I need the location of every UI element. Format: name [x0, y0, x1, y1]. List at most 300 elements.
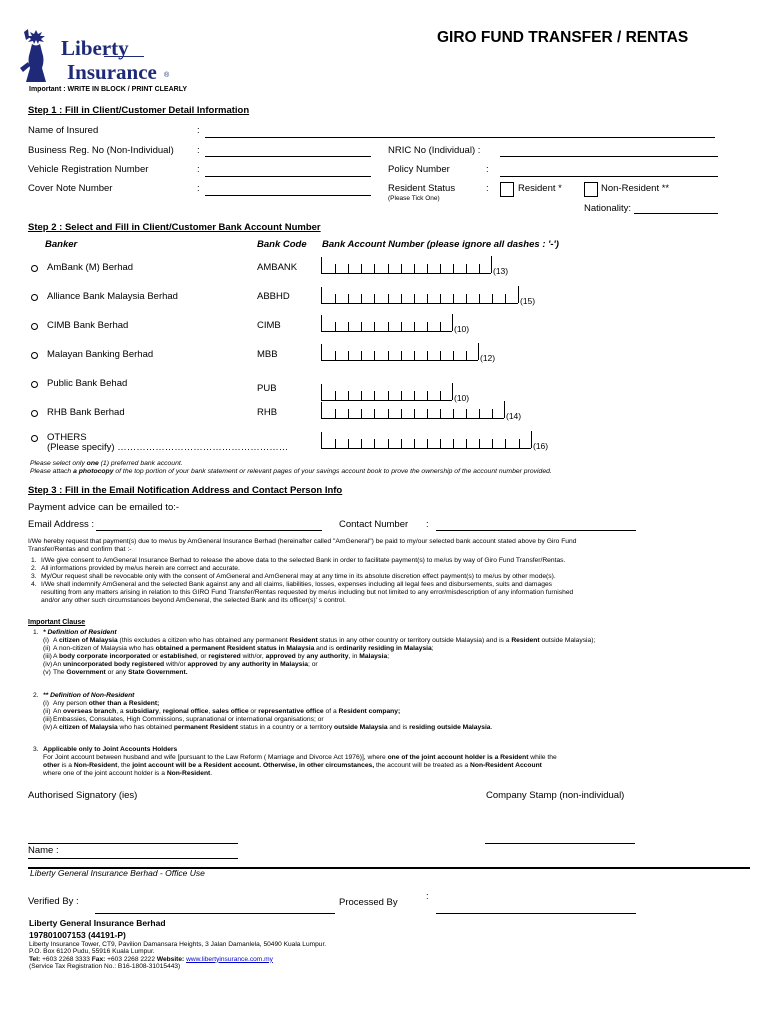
- clause-text: or any: [105, 669, 129, 676]
- clause-text: with/or: [164, 661, 188, 668]
- clause-line: [33, 645, 595, 653]
- clause-title: [33, 629, 595, 637]
- clause-text: registered: [208, 653, 241, 660]
- roman-numeral: (ii): [43, 645, 51, 652]
- colon: :: [426, 891, 429, 902]
- digit-separator: [401, 439, 402, 448]
- bank-radio[interactable]: [31, 410, 38, 417]
- digit-separator: [401, 351, 402, 360]
- resident-definition: [33, 629, 595, 677]
- step3-heading: Step 3 : Fill in the Email Notification Address and Contact Person Info: [28, 485, 343, 496]
- statue-of-liberty-icon: [14, 28, 58, 84]
- clause-text: who has obtained: [117, 724, 174, 731]
- clause-text: status in any other country or territory outside Malaysia) and is a: [317, 637, 512, 644]
- clause-text: or: [248, 708, 259, 715]
- digit-separator: [518, 286, 519, 303]
- clause-text: ordinarily residing in Malaysia: [335, 645, 432, 652]
- non-resident-definition: [33, 692, 492, 732]
- digit-separator: [440, 322, 441, 331]
- digit-separator: [466, 351, 467, 360]
- company-stamp-label: Company Stamp (non-individual): [486, 790, 625, 801]
- clause-text: Resident: [289, 637, 318, 644]
- fax-label: Fax:: [91, 955, 106, 963]
- clause-number: 3.: [33, 746, 39, 753]
- digit-separator: [440, 439, 441, 448]
- account-number-field[interactable]: [321, 287, 518, 304]
- clause-line: [33, 754, 557, 762]
- clause-text: sales office: [212, 708, 249, 715]
- digit-separator: [414, 409, 415, 418]
- clause-text: Non-Resident Account: [470, 762, 542, 769]
- digit-count: (10): [454, 393, 470, 403]
- clause-text: any authority in Malaysia: [228, 661, 308, 668]
- bank-code-column-header: Bank Code: [257, 239, 307, 250]
- note-text: Please attach: [30, 468, 74, 475]
- digit-separator: [361, 264, 362, 273]
- account-number-field[interactable]: [321, 315, 452, 332]
- bank-radio[interactable]: [31, 381, 38, 388]
- note-text: of the top portion of your bank statement or relevant pages of your savings account book to prove the ownership of the account number provided.: [113, 468, 552, 475]
- name-of-insured-field[interactable]: [205, 137, 715, 138]
- clause-text: outside Malaysia: [334, 724, 388, 731]
- bank-radio[interactable]: [31, 435, 38, 442]
- contact-line: [29, 956, 326, 963]
- nric-field[interactable]: [500, 156, 718, 157]
- clause-title-text: ** Definition of Non-Resident: [43, 692, 135, 699]
- clause-text: Resident: [511, 637, 540, 644]
- logo-text-liberty: Liberty: [61, 36, 129, 60]
- bank-radio[interactable]: [31, 294, 38, 301]
- clause-text: by: [217, 661, 229, 668]
- bank-name: RHB Bank Berhad: [47, 407, 125, 418]
- clause-text: by: [295, 653, 307, 660]
- colon: :: [197, 125, 200, 136]
- verified-by-field[interactable]: [95, 913, 335, 914]
- digit-separator: [348, 264, 349, 273]
- non-resident-checkbox[interactable]: [584, 182, 598, 197]
- digit-separator: [388, 322, 389, 331]
- account-number-field[interactable]: [321, 384, 452, 401]
- roman-numeral: (iv): [43, 661, 53, 668]
- clause-text: unincorporated body registered: [63, 661, 165, 668]
- bank-radio[interactable]: [31, 352, 38, 359]
- digit-separator: [388, 294, 389, 303]
- digit-separator: [452, 383, 453, 400]
- clause-title-text: * Definition of Resident: [43, 629, 117, 636]
- digit-separator: [452, 314, 453, 331]
- clause-text: established: [160, 653, 197, 660]
- non-resident-option-label: Non-Resident **: [601, 183, 670, 194]
- colon: :: [197, 164, 200, 175]
- digit-separator: [519, 439, 520, 448]
- digit-separator: [401, 264, 402, 273]
- digit-separator: [348, 294, 349, 303]
- clause-text: , the: [117, 762, 133, 769]
- digit-separator: [374, 322, 375, 331]
- account-number-column-header: Bank Account Number (please ignore all dashes : '-'): [322, 239, 559, 250]
- clause-line: [33, 669, 595, 677]
- digit-separator: [504, 401, 505, 418]
- clause-text: representative office: [258, 708, 324, 715]
- digit-separator: [453, 351, 454, 360]
- name-field[interactable]: [28, 858, 238, 859]
- important-clause-heading: Important Clause: [28, 619, 86, 626]
- cover-note-label: Cover Note Number: [28, 183, 113, 194]
- digit-separator: [479, 409, 480, 418]
- colon: :: [486, 164, 489, 175]
- clause-text: and is: [387, 724, 410, 731]
- nationality-field[interactable]: [634, 213, 718, 214]
- digit-separator: [335, 322, 336, 331]
- digit-separator: [335, 439, 336, 448]
- digit-separator: [414, 351, 415, 360]
- address-line: P.O. Box 6120 Pudu, 55916 Kuala Lumpur.: [29, 948, 155, 956]
- clause-text: Embassies, Consulates, High Commissions, supranational or international organisations; or: [53, 716, 324, 723]
- digit-count: (14): [506, 411, 522, 421]
- item-text: I/We give consent to AmGeneral Insurance Berhad to release the above data to the selected Bank in order to facilitate payment(s) to me/us by way of Giro Fund Transfer/Rentas.: [41, 557, 566, 564]
- digit-separator: [374, 391, 375, 400]
- clause-text: is a: [59, 762, 74, 769]
- clause-text: A: [53, 653, 59, 660]
- clause-text: outside Malaysia);: [539, 637, 596, 644]
- clause-text: .: [490, 724, 493, 731]
- clause-text: An: [53, 708, 64, 715]
- logo-underline: [104, 56, 144, 57]
- digit-separator: [388, 264, 389, 273]
- digit-separator: [531, 431, 532, 448]
- company-address: [29, 941, 326, 970]
- clause-text: An: [53, 661, 64, 668]
- account-number-field[interactable]: [321, 402, 504, 419]
- clause-text: ,: [208, 708, 213, 715]
- business-reg-field[interactable]: [205, 156, 371, 157]
- digit-separator: [440, 264, 441, 273]
- note-text: Please select only: [30, 460, 87, 467]
- clause-text: residing outside Malaysia: [409, 724, 491, 731]
- digit-separator: [414, 294, 415, 303]
- bank-code: RHB: [257, 407, 278, 418]
- bank-code: MBB: [257, 349, 278, 360]
- company-name: Liberty General Insurance Berhad: [29, 918, 166, 928]
- digit-separator: [414, 391, 415, 400]
- logo-text-insurance: Insurance: [67, 60, 157, 84]
- signature-field[interactable]: [28, 843, 238, 844]
- digit-separator: [401, 294, 402, 303]
- digit-separator: [492, 294, 493, 303]
- bank-name: AmBank (M) Berhad: [47, 262, 134, 273]
- account-number-field[interactable]: [321, 432, 531, 449]
- digit-separator: [335, 294, 336, 303]
- vehicle-reg-label: Vehicle Registration Number: [28, 164, 149, 175]
- clause-text: approved: [265, 653, 296, 660]
- digit-separator: [374, 294, 375, 303]
- clause-title: [33, 746, 557, 754]
- clause-line: [33, 653, 595, 661]
- digit-separator: [361, 409, 362, 418]
- bank-name: Public Bank Behad: [47, 378, 128, 389]
- fax-value: +603 2268 2222: [105, 955, 157, 963]
- digit-separator: [427, 264, 428, 273]
- clause-text: A: [53, 637, 59, 644]
- digit-separator: [466, 439, 467, 448]
- clause-text: Government: [66, 669, 106, 676]
- important-note: Important : WRITE IN BLOCK / PRINT CLEARLY: [29, 86, 188, 93]
- roman-numeral: (iii): [43, 716, 52, 723]
- digit-separator: [479, 439, 480, 448]
- vehicle-reg-field[interactable]: [205, 176, 371, 177]
- digit-separator: [427, 351, 428, 360]
- website-link[interactable]: www.libertyinsurance.com.my: [186, 955, 273, 963]
- verified-by-label: Verified By :: [28, 896, 79, 907]
- clause-text: (this excludes a citizen who has obtained any permanent: [117, 637, 290, 644]
- name-of-insured-label: Name of Insured: [28, 125, 99, 136]
- form-title: GIRO FUND TRANSFER / RENTAS: [437, 29, 689, 46]
- payment-advice-text: Payment advice can be emailed to:-: [28, 502, 180, 513]
- bank-name: Alliance Bank Malaysia Berhad: [47, 291, 178, 302]
- declaration-items: [31, 557, 573, 605]
- clause-line: [33, 708, 492, 716]
- contact-number-field[interactable]: [436, 530, 636, 531]
- digit-separator: [374, 264, 375, 273]
- clause-number: 2.: [33, 692, 39, 699]
- item-text: I/We shall indemnify AmGeneral and the selected Bank against any and all claims, liabilities, losses, expenses including all legal fees and disbursements, suits and damages: [41, 581, 553, 588]
- address-line: Liberty Insurance Tower, CT9, Pavilion Damansara Heights, 3 Jalan Damanlela, 50490 Kuala Lumpur.: [29, 941, 327, 948]
- clause-text: approved: [187, 661, 218, 668]
- bank-code: CIMB: [257, 320, 281, 331]
- nationality-label: Nationality:: [584, 203, 631, 214]
- bank-name: Malayan Banking Berhad: [47, 349, 154, 360]
- digit-separator: [491, 256, 492, 273]
- digit-separator: [361, 322, 362, 331]
- attach-photocopy-note: [30, 468, 552, 475]
- digit-count: (16): [533, 441, 549, 451]
- note-text: (1) preferred bank account.: [98, 460, 183, 467]
- digit-separator: [388, 391, 389, 400]
- digit-separator: [453, 264, 454, 273]
- contact-number-label: Contact Number: [339, 519, 409, 530]
- clause-text: or: [150, 653, 161, 660]
- clause-text: status in a country or a territory: [238, 724, 335, 731]
- clause-text: A non-citizen of Malaysia who has: [53, 645, 156, 652]
- digit-separator: [427, 439, 428, 448]
- clause-text: joint account will be a Resident account. Otherwise, in other circumstances,: [132, 762, 375, 769]
- clause-text: the account will be treated as a: [374, 762, 471, 769]
- clause-text: any authority: [306, 653, 349, 660]
- digit-separator: [440, 409, 441, 418]
- digit-separator: [361, 439, 362, 448]
- digit-separator: [361, 294, 362, 303]
- bank-radio[interactable]: [31, 265, 38, 272]
- clause-text: and is: [314, 645, 336, 652]
- joint-account-clause: [33, 746, 557, 778]
- roman-numeral: (iii): [43, 653, 52, 660]
- clause-text: Non-Resident: [73, 762, 118, 769]
- tel-label: Tel:: [29, 955, 41, 963]
- digit-count: (13): [493, 266, 509, 276]
- declaration-item: [31, 573, 573, 581]
- tick-one-note: (Please Tick One): [388, 195, 440, 202]
- clause-text: regional office: [162, 708, 209, 715]
- digit-separator: [414, 322, 415, 331]
- digit-separator: [374, 351, 375, 360]
- office-use-heading: Liberty General Insurance Berhad - Office Use: [30, 868, 205, 878]
- digit-separator: [492, 409, 493, 418]
- digit-separator: [374, 439, 375, 448]
- clause-title-text: Applicable only to Joint Accounts Holders: [43, 746, 178, 753]
- digit-separator: [388, 351, 389, 360]
- step1-heading: Step 1 : Fill in Client/Customer Detail Information: [28, 105, 250, 116]
- sst-line: (Service Tax Registration No.: B16-1808-31015443): [29, 962, 181, 970]
- digit-count: (15): [520, 296, 536, 306]
- clause-text: For Joint account between husband and wife [pursuant to the Law Reform ( Marriage and Divorce Act 1976)], where: [43, 754, 388, 761]
- declaration-item: [31, 565, 573, 573]
- clause-text: citizen of Malaysia: [58, 724, 118, 731]
- digit-separator: [348, 351, 349, 360]
- website-label: Website:: [156, 955, 185, 963]
- processed-by-field[interactable]: [436, 913, 636, 914]
- declaration-line: resulting from any matters arising in relation to this GIRO Fund Transfer/Rentas requested by me/us including but not limited to any error/misdescription of any information furnished: [41, 589, 574, 596]
- declaration-line: Transfer/Rentas and confirm that :-: [28, 546, 132, 553]
- digit-count: (12): [480, 353, 496, 363]
- bank-code: PUB: [257, 383, 277, 394]
- item-number: 4.: [31, 581, 37, 588]
- digit-separator: [335, 264, 336, 273]
- resident-checkbox[interactable]: [500, 182, 514, 197]
- clause-text: where one of the joint account holder is a: [43, 770, 167, 777]
- declaration-item: [31, 581, 573, 589]
- note-emphasis: a photocopy: [73, 468, 114, 475]
- colon: :: [197, 183, 200, 194]
- registered-mark: ®: [164, 72, 170, 79]
- digit-separator: [348, 409, 349, 418]
- digit-separator: [388, 409, 389, 418]
- clause-text: , in: [348, 653, 360, 660]
- digit-separator: [427, 322, 428, 331]
- digit-separator: [401, 391, 402, 400]
- clause-text: ;: [431, 645, 434, 652]
- digit-separator: [478, 343, 479, 360]
- roman-numeral: (i): [43, 637, 49, 644]
- clause-line: [33, 661, 595, 669]
- roman-numeral: (iv): [43, 724, 53, 731]
- bank-name: OTHERS: [47, 432, 87, 443]
- clause-text: citizen of Malaysia: [58, 637, 118, 644]
- banker-column-header: Banker: [45, 239, 78, 250]
- clause-text: Non-Resident: [166, 770, 211, 777]
- clause-text: other than a Resident;: [88, 700, 160, 707]
- item-number: 3.: [31, 573, 37, 580]
- company-stamp-field[interactable]: [485, 843, 635, 844]
- digit-separator: [427, 294, 428, 303]
- digit-separator: [466, 294, 467, 303]
- clause-text: The: [53, 669, 67, 676]
- digit-separator: [505, 294, 506, 303]
- digit-separator: [466, 264, 467, 273]
- name-label: Name :: [28, 845, 59, 856]
- bank-name: CIMB Bank Berhad: [47, 320, 129, 331]
- colon: :: [486, 183, 489, 194]
- declaration-line: and/or any other such circumstances beyond AmGeneral, the selected Bank and its officer(s)' s control.: [41, 597, 346, 604]
- roman-numeral: (i): [43, 700, 49, 707]
- item-number: 1.: [31, 557, 37, 564]
- digit-separator: [453, 439, 454, 448]
- clause-text: obtained a permanent Resident status in Malaysia: [155, 645, 315, 652]
- authorised-signatory-label: Authorised Signatory (ies): [28, 790, 138, 801]
- policy-number-label: Policy Number: [388, 164, 450, 175]
- account-number-field[interactable]: [321, 257, 491, 274]
- colon: :: [426, 519, 429, 530]
- clause-text: ; or: [307, 661, 318, 668]
- digit-separator: [388, 439, 389, 448]
- company-reg-number: 197801007153 (44191-P): [29, 930, 126, 940]
- clause-title: [33, 692, 492, 700]
- digit-count: (10): [454, 324, 470, 334]
- declaration-intro: [28, 538, 576, 554]
- digit-separator: [479, 294, 480, 303]
- digit-separator: [348, 391, 349, 400]
- clause-text: Any person: [53, 700, 89, 707]
- item-text: All informations provided by me/us herein are correct and accurate.: [41, 565, 240, 572]
- clause-line: [33, 762, 557, 770]
- resident-option-label: Resident *: [518, 183, 562, 194]
- policy-number-field[interactable]: [500, 176, 718, 177]
- digit-separator: [414, 439, 415, 448]
- digit-separator: [492, 439, 493, 448]
- others-specify-text[interactable]: (Please specify) ………………………………………………: [47, 442, 289, 453]
- business-reg-label: Business Reg. No (Non-Individual): [28, 145, 174, 156]
- clause-text: while the: [528, 754, 557, 761]
- digit-separator: [401, 322, 402, 331]
- item-number: 2.: [31, 565, 37, 572]
- clause-text: of a: [323, 708, 339, 715]
- clause-number: 1.: [33, 629, 39, 636]
- digit-separator: [427, 391, 428, 400]
- clause-text: body corporate incorporated: [58, 653, 151, 660]
- clause-text: other: [43, 762, 60, 769]
- roman-numeral: (ii): [43, 708, 51, 715]
- digit-separator: [505, 439, 506, 448]
- clause-text: Malaysia: [359, 653, 388, 660]
- digit-separator: [361, 351, 362, 360]
- digit-separator: [361, 391, 362, 400]
- clause-text: one of the joint account holder is a Resident: [387, 754, 529, 761]
- step2-heading: Step 2 : Select and Fill in Client/Customer Bank Account Number: [28, 222, 321, 233]
- digit-separator: [335, 351, 336, 360]
- digit-separator: [335, 409, 336, 418]
- digit-separator: [414, 264, 415, 273]
- clause-line: [33, 770, 557, 778]
- clause-text: overseas branch: [63, 708, 117, 715]
- declaration-item: [31, 557, 573, 565]
- bank-code: AMBANK: [257, 262, 298, 273]
- account-number-field[interactable]: [321, 344, 478, 361]
- clause-text: ,: [158, 708, 163, 715]
- item-text: My/Our request shall be revocable only with the consent of AmGeneral and AmGeneral may at any time in its absolute discretion effect payment(s) to me/us by other mode(s).: [41, 573, 556, 580]
- email-label: Email Address :: [28, 519, 94, 530]
- digit-separator: [479, 264, 480, 273]
- digit-separator: [453, 294, 454, 303]
- cover-note-field[interactable]: [205, 195, 371, 196]
- bank-radio[interactable]: [31, 323, 38, 330]
- email-field[interactable]: [96, 530, 322, 531]
- digit-separator: [466, 409, 467, 418]
- clause-line: [33, 700, 492, 708]
- digit-separator: [374, 409, 375, 418]
- clause-text: permanent Resident: [173, 724, 239, 731]
- declaration-line: I/We hereby request that payment(s) due to me/us by AmGeneral Insurance Berhad (hereinafter called "AmGeneral") be paid to my/our selected bank account stated above by Giro Fund: [28, 538, 577, 545]
- nric-label: NRIC No (Individual) :: [388, 145, 481, 156]
- clause-line: [33, 716, 492, 724]
